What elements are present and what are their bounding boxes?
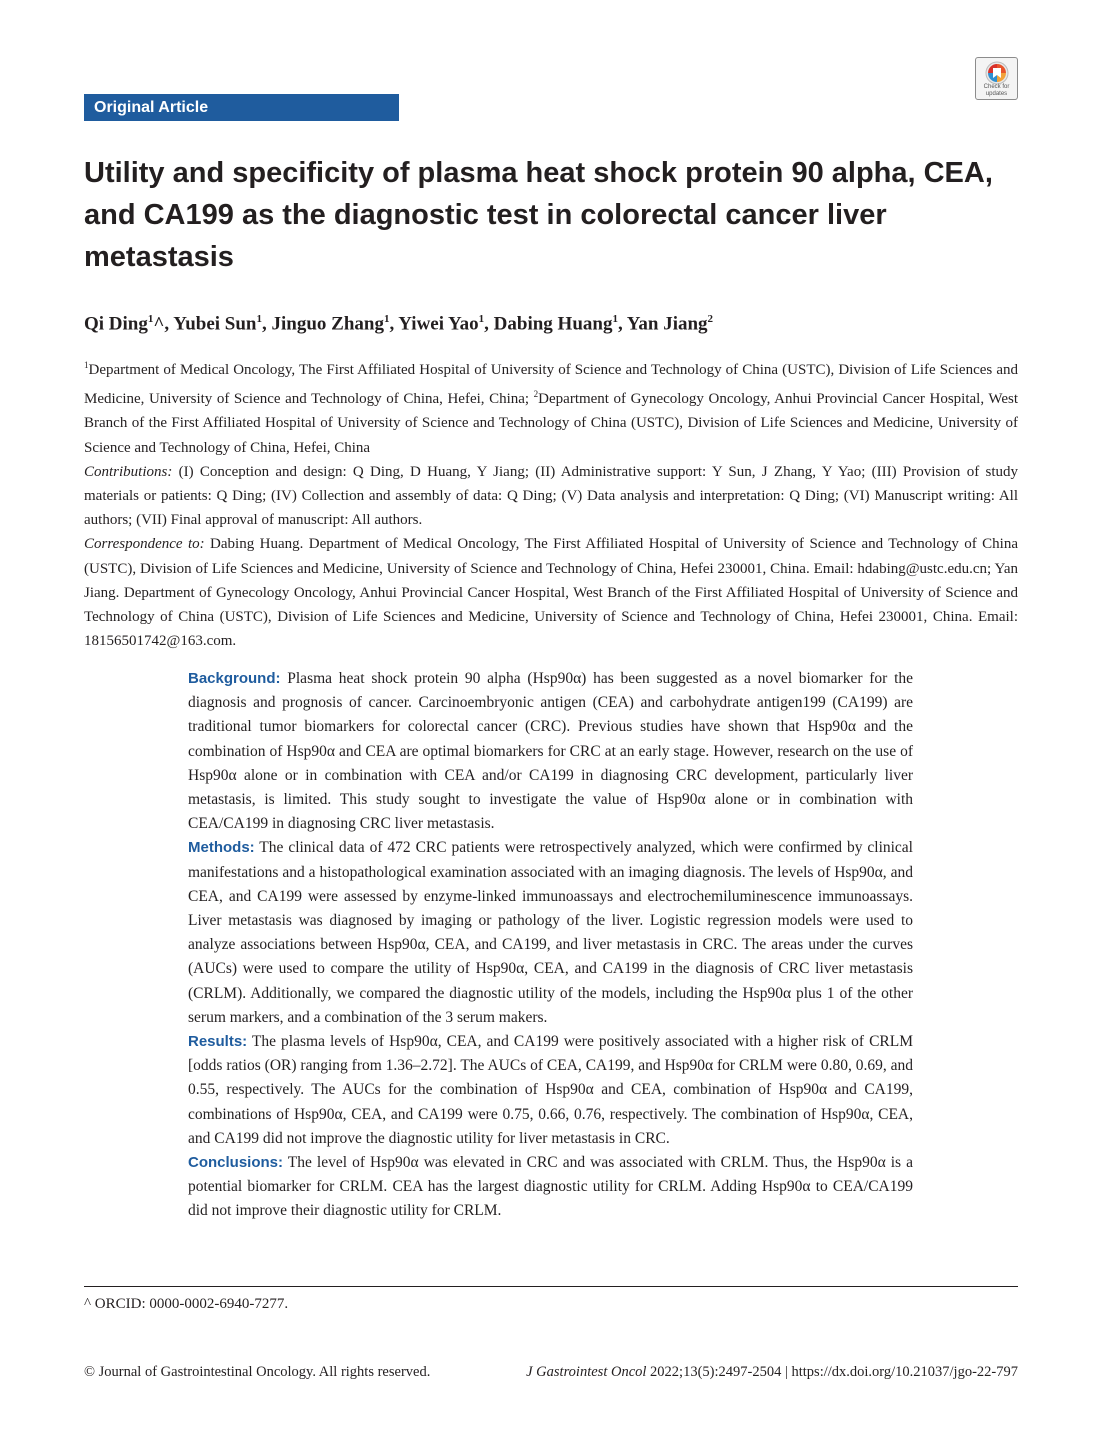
abstract bbox=[188, 667, 913, 1224]
affiliation-2: Department of Gynecology Oncology, Anhui Provincial Cancer Hospital, West Branch of the First Affiliated Hospital of University of Science and Technology of China (USTC), Division of Life Sciences and Medicine, University of Science and Technology of China, Hefei, China bbox=[84, 391, 1018, 456]
author-name: Qi Ding bbox=[84, 313, 148, 335]
author-name: Yan Jiang bbox=[626, 313, 708, 335]
article-type-label: Original Article bbox=[84, 94, 399, 121]
section-heading: Methods: bbox=[188, 839, 255, 857]
abstract-results bbox=[188, 1030, 913, 1151]
orcid-marker: ^ bbox=[153, 313, 165, 335]
author-affiliation-marker: 1 bbox=[147, 313, 154, 325]
section-heading: Background: bbox=[188, 670, 281, 687]
orcid-footnote: ^ ORCID: 0000-0002-6940-7277. bbox=[84, 1296, 289, 1312]
affiliation-marker: 1 bbox=[84, 360, 89, 370]
author-name: Dabing Huang bbox=[493, 313, 613, 335]
affiliations bbox=[84, 353, 1018, 460]
citation-details[interactable]: 2022;13(5):2497-2504 | https://dx.doi.org/10.21037/jgo-22-797 bbox=[646, 1364, 1018, 1380]
section-heading: Conclusions: bbox=[188, 1154, 284, 1172]
author-affiliation-marker: 1 bbox=[478, 313, 485, 325]
article-title: Utility and specificity of plasma heat shock protein 90 alpha, CEA, and CA199 as the diagnostic test in colorectal cancer liver metastasis bbox=[84, 157, 993, 273]
correspondence-label: Correspondence to: bbox=[84, 536, 205, 553]
section-heading: Results: bbox=[188, 1033, 248, 1051]
check-for-updates-badge[interactable] bbox=[975, 57, 1018, 100]
author-affiliation-marker: 1 bbox=[383, 313, 390, 325]
author-name: Jinguo Zhang bbox=[271, 313, 384, 335]
footnote-divider bbox=[84, 1286, 1018, 1287]
check-for-updates-icon bbox=[985, 61, 1009, 85]
copyright: © Journal of Gastrointestinal Oncology. All rights reserved. bbox=[84, 1364, 431, 1380]
author-name: Yubei Sun bbox=[173, 313, 257, 335]
author-affiliation-marker: 1 bbox=[612, 313, 618, 325]
author-affiliation-marker: 2 bbox=[707, 313, 714, 325]
correspondence-text: Dabing Huang. Department of Medical Oncology, The First Affiliated Hospital of University of Science and Technology of China (USTC), Division of Life Sciences and Medicine, University of Science and Technology of China, Hefei 230001, China. Email: hdabing@ustc.edu.cn; Yan Jiang. Department of Gynecology Oncology, Anhui Provincial Cancer Hospital, West Branch of the First Affiliated Hospital of University of Science and Technology of China (USTC), Division of Life Sciences and Medicine, University of Science and Technology of China, Hefei 230001, China. Email: 18156501742@163.com. bbox=[84, 536, 1018, 650]
abstract-background bbox=[188, 667, 913, 836]
correspondence bbox=[84, 532, 1018, 653]
journal-abbreviation: J Gastrointest Oncol bbox=[526, 1364, 647, 1380]
contributions-text: (I) Conception and design: Q Ding, D Huang, Y Jiang; (II) Administrative support: Y Sun, J Zhang, Y Yao; (III) Provision of study materials or patients: Q Ding; (IV) Collection and assembly of data: Q Ding; (V) Data analysis and interpretation: Q Ding; (VI) Manuscript writing: All authors; (VII) Final approval of manuscript: All authors. bbox=[84, 463, 1018, 529]
contributions-label: Contributions: bbox=[84, 463, 173, 480]
author-name: Yiwei Yao bbox=[398, 313, 479, 335]
abstract-methods bbox=[188, 836, 913, 1030]
abstract-conclusions bbox=[188, 1151, 913, 1224]
section-text: The level of Hsp90α was elevated in CRC and was associated with CRLM. Thus, the Hsp90α is a potential biomarker for CRLM. CEA has the largest diagnostic utility for CRLM. Adding Hsp90α to CEA/CA199 did not improve their diagnostic utility for CRLM. bbox=[188, 1154, 913, 1220]
section-text: The clinical data of 472 CRC patients were retrospectively analyzed, which were confirmed by clinical manifestations and a histopathological examination associated with an imaging diagnosis. The levels of Hsp90α, and CEA, and CA199 were assessed by enzyme-linked immunoassays and electrochemiluminescence immunoassays. Liver metastasis was diagnosed by imaging or pathology of the liver. Logistic regression models were used to analyze associations between Hsp90α, CEA, and CA199, and liver metastasis in CRC. The areas under the curves (AUCs) were used to compare the utility of Hsp90α, CEA, and CA199 in the diagnosis of CRC liver metastasis (CRLM). Additionally, we compared the diagnostic utility of the models, including the Hsp90α plus 1 of the other serum markers, and a combination of the 3 serum makers. bbox=[188, 839, 913, 1026]
contributions bbox=[84, 460, 1018, 533]
section-text: Plasma heat shock protein 90 alpha (Hsp90α) has been suggested as a novel biomarker for the diagnosis and prognosis of cancer. Carcinoembryonic antigen (CEA) and carbohydrate antigen199 (CA199) are traditional tumor biomarkers for colorectal cancer (CRC). Previous studies have shown that Hsp90α and the combination of Hsp90α and CEA are optimal biomarkers for CRC at an early stage. However, research on the use of Hsp90α alone or in combination with CEA and/or CA199 in diagnosing CRC development, particularly liver metastasis, is limited. This study sought to investigate the value of Hsp90α alone or in combination with CEA/CA199 in diagnosing CRC liver metastasis. bbox=[188, 670, 913, 833]
front-matter bbox=[84, 353, 1018, 653]
affiliation-1: Department of Medical Oncology, The First Affiliated Hospital of University of Science and Technology of China (USTC), Division of Life Sciences and Medicine, University of Science and Technology of China, Hefei, China; bbox=[84, 362, 1018, 408]
affiliation-marker: 2 bbox=[533, 389, 539, 400]
author-list: Qi Ding$^1$^, Yubei Sun$^1$, Jinguo Zhang$^1$, Yiwei Yao$^1$, Dabing Huang$^1$, Yan Jiang$^2$ bbox=[84, 313, 714, 335]
citation bbox=[526, 1362, 1018, 1382]
author-affiliation-marker: 1 bbox=[256, 313, 262, 325]
section-text: The plasma levels of Hsp90α, CEA, and CA199 were positively associated with a higher risk of CRLM [odds ratios (OR) ranging from 1.36–2.72]. The AUCs of CEA, CA199, and Hsp90α for CRLM were 0.80, 0.69, and 0.55, respectively. The AUCs for the combination of Hsp90α and CEA, combination of Hsp90α and CA199, combinations of Hsp90α, CEA, and CA199 were 0.75, 0.66, 0.76, respectively. The combination of Hsp90α, CEA, and CA199 did not improve the diagnostic utility for liver metastasis in CRC. bbox=[188, 1033, 913, 1147]
check-for-updates-text: Check for updates bbox=[983, 84, 1010, 97]
